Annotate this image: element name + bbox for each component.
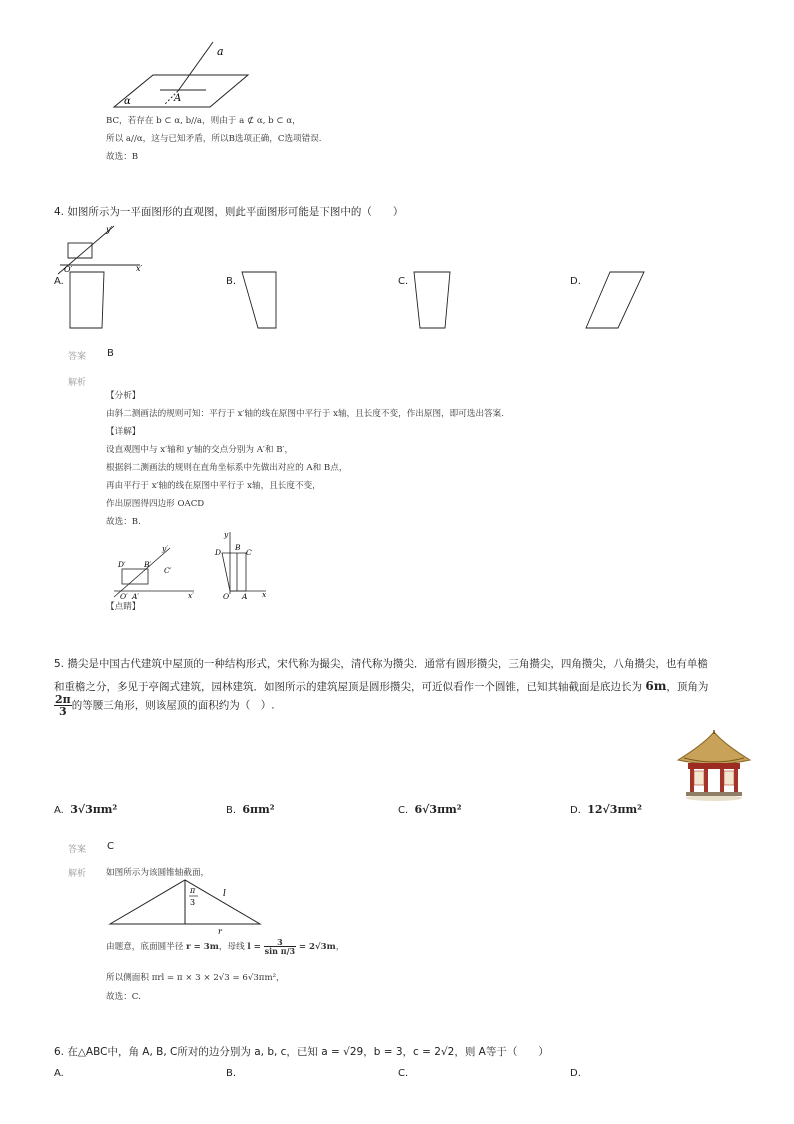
q4-answer: B	[107, 348, 114, 359]
cone-cross-section-figure	[108, 878, 268, 934]
q4-analysis-line-3: 【详解】	[106, 427, 141, 437]
q4-option-b-shape	[240, 271, 285, 331]
pavilion-image	[674, 730, 754, 802]
q5-analysis-line-4: 故选：C.	[106, 992, 141, 1002]
svg-text:y′: y′	[162, 544, 168, 553]
plane-line-figure	[100, 38, 270, 110]
q4-analysis-line-4: 设直观图中与 x′轴和 y′轴的交点分别为 A′和 B′，	[106, 445, 294, 455]
svg-text:C: C	[246, 548, 252, 557]
svg-text:y: y	[224, 530, 229, 539]
q4-analysis-line-6: 再由平行于 x′轴的线在原图中平行于 x轴，且长度不变，	[106, 481, 321, 491]
q3-analysis-line-3: 故选：B	[106, 152, 139, 162]
svg-text:x: x	[262, 590, 267, 599]
svg-text:O′: O′	[120, 592, 128, 601]
svg-text:O: O	[223, 592, 230, 601]
q4-option-d[interactable]: D.	[570, 276, 581, 287]
label-x-prime: x′	[136, 264, 143, 273]
line-a-upper	[178, 42, 213, 91]
q5-analysis-line-3: 所以侧面积 πrl = π × 3 × 2√3 = 6√3πm²，	[106, 973, 285, 983]
q4-option-c-shape	[412, 271, 457, 331]
q5-answer: C	[107, 841, 114, 852]
q5-option-c[interactable]: C. 6√3πm²	[398, 803, 462, 816]
q4-solution-original-figure	[208, 528, 273, 600]
q3-analysis-line-1: BC，若存在 b ⊂ α, b//a，则由于 a ⊄ α, b ⊂ α，	[106, 116, 301, 126]
svg-text:A: A	[242, 592, 248, 601]
q3-analysis-line-2: 所以 a//α，这与已知矛盾，所以B选项正确，C选项错误.	[106, 134, 322, 144]
label-l: l	[223, 889, 226, 899]
q5-option-a[interactable]: A. 3√3πm²	[54, 803, 118, 816]
angle-num: π	[190, 886, 196, 895]
q4-comment-label: 【点睛】	[106, 602, 141, 612]
q4-analysis-line-1: 【分析】	[106, 391, 141, 401]
q4-option-c[interactable]: C.	[398, 276, 409, 287]
q5-answer-label: 答案	[68, 845, 87, 855]
svg-text:B′: B′	[144, 560, 152, 569]
q4-analysis-line-2: 由斜二测画法的规则可知：平行于 x′轴的线在原图中平行于 x轴，且长度不变，作出原图，即可选出答案.	[106, 409, 504, 419]
svg-text:D: D	[215, 548, 222, 557]
q6-option-a[interactable]: A.	[54, 1068, 64, 1079]
q5-analysis-intro: 如图所示为该圆锥轴截面，	[106, 868, 210, 878]
q5-stem-line-2: 和重檐之分，多见于亭阁式建筑，园林建筑．如图所示的建筑屋顶是圆形攒尖，可近似看作一个圆锥，已知其轴截面是底边长为 6m，顶角为	[54, 679, 709, 693]
q6-stem: 6. 在△ABC中，角 A, B, C所对的边分别为 a, b, c，已知 a = √29，b = 3，c = 2√2，则 A等于（ ）	[54, 1046, 549, 1058]
q5-option-b[interactable]: B. 6πm²	[226, 803, 275, 816]
q4-option-a[interactable]: A.	[54, 276, 64, 287]
q5-analysis-label: 解析	[68, 869, 87, 879]
label-a: a	[217, 45, 224, 58]
q4-option-a-shape	[68, 271, 113, 331]
angle-den: 3	[190, 898, 196, 907]
svg-text:C′: C′	[164, 566, 172, 575]
q4-option-b[interactable]: B.	[226, 276, 237, 287]
q4-analysis-label: 解析	[68, 378, 87, 388]
q6-option-d[interactable]: D.	[570, 1068, 581, 1079]
q5-stem-line-1: 5. 攒尖是中国古代建筑中屋顶的一种结构形式，宋代称为撮尖，清代称为攒尖．通常有圆形攒尖，三角攒尖，四角攒尖，八角攒尖，也有单檐	[54, 658, 708, 670]
q4-oblique-figure	[54, 222, 154, 274]
q6-option-b[interactable]: B.	[226, 1068, 237, 1079]
label-r: r	[218, 927, 222, 936]
label-alpha: α	[124, 96, 131, 107]
q4-answer-label: 答案	[68, 352, 87, 362]
q4-analysis-line-7: 作出原图得四边形 OACD	[106, 499, 205, 509]
q4-option-d-shape	[584, 271, 654, 331]
label-point-a: A	[174, 93, 182, 104]
q4-analysis-line-5: 根据斜二测画法的规则在直角坐标系中先做出对应的 A和 B点，	[106, 463, 348, 473]
svg-text:A′: A′	[132, 592, 140, 601]
q4-stem: 4. 如图所示为一平面图形的直观图，则此平面图形可能是下图中的（ ）	[54, 206, 404, 218]
q6-option-c[interactable]: C.	[398, 1068, 409, 1079]
q4-analysis-line-8: 故选：B.	[106, 517, 141, 527]
q4-solution-oblique-figure	[108, 540, 203, 600]
q5-stem-line-3: $\frac{2\pi}{3}$ 的等腰三角形，则该屋顶的面积约为（ ）.	[55, 693, 275, 718]
q5-base-length: 6m	[645, 679, 667, 693]
q5-option-d[interactable]: D. 12√3πm²	[570, 803, 642, 816]
label-y-prime: y′	[106, 225, 113, 234]
label-o-prime: O′	[64, 265, 73, 274]
svg-text:B: B	[235, 543, 241, 552]
svg-text:x′: x′	[188, 591, 194, 600]
svg-text:D′: D′	[118, 560, 126, 569]
q5-analysis-line-2: 由题意，底面圆半径 r = 3m，母线 l = $\frac{3}{\text{sin π/3}}$ = 2√3m，	[106, 937, 345, 956]
